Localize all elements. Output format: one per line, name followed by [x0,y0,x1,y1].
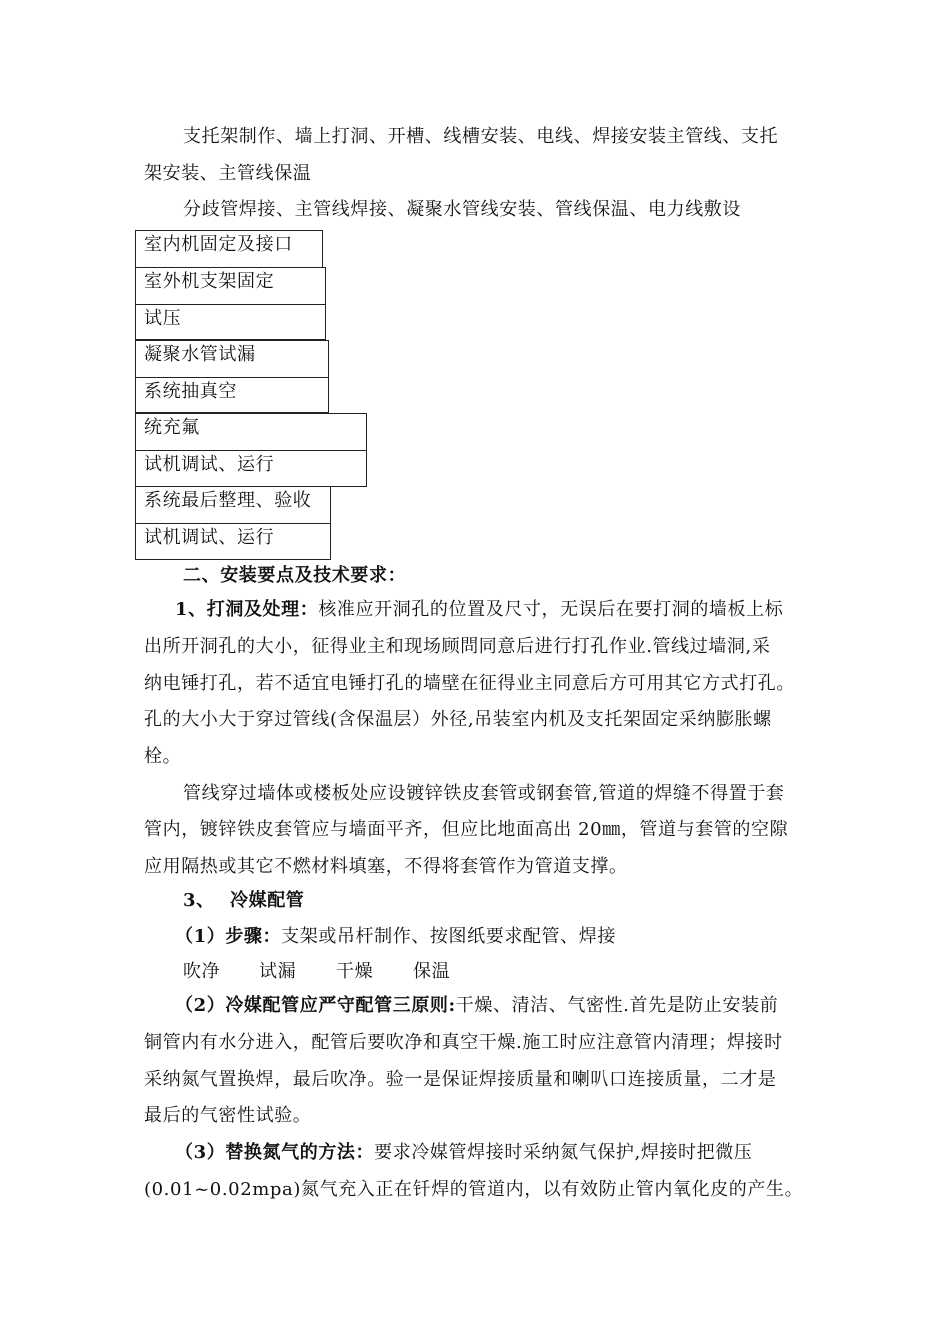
section-heading: 二、安装要点及技术要求： [183,565,407,586]
item1-line-5: 栓。 [144,746,182,767]
item1-line-4: 孔的大小大于穿过管线(含保温层）外径,吊装室内机及支托架固定采纳膨胀螺 [144,709,772,730]
flow-box-label: 系统最后整理、验收 [144,490,312,511]
intro-line-3: 分歧管焊接、主管线焊接、凝聚水管线安装、管线保温、电力线敷设 [183,199,741,220]
flow-box-label: 室内机固定及接口 [144,234,293,255]
sub1-line: （1）步骤：支架或吊杆制作、按图纸要求配管、焊接 [175,926,616,947]
flow-box-label: 统充氟 [144,417,200,438]
item3-number: 3、 [183,890,215,911]
flow-box-label: 凝聚水管试漏 [144,344,256,365]
sub2-line-2: 铜管内有水分进入，配管后要吹净和真空干燥.施工时应注意管内清理；焊接时 [144,1032,783,1053]
sub1-label: （1）步骤： [175,926,282,947]
flow-box-label: 试机调试、运行 [144,527,275,548]
flow-box-label: 系统抽真空 [144,381,237,402]
sub2-line-1: （2）冷媒配管应严守配管三原则:干燥、清洁、气密性.首先是防止安装前 [175,995,779,1016]
intro-line-1: 支托架制作、墙上打洞、开槽、线槽安装、电线、焊接安装主管线、支托 [183,126,779,147]
step-item: 干燥 [336,961,374,982]
para2-line-1: 管线穿过墙体或楼板处应设镀锌铁皮套管或钢套管,管道的焊缝不得置于套 [183,783,785,804]
step-item: 试漏 [259,961,297,982]
para2-line-2: 管内，镀锌铁皮套管应与墙面平齐，但应比地面高出 20㎜，管道与套管的空隙 [144,819,789,840]
item3-title: 冷媒配管 [230,890,305,911]
item1-line-1: 1、打洞及处理：核准应开洞孔的位置及尺寸，无误后在要打洞的墙板上标 [175,599,784,620]
sub2-line-4: 最后的气密性试验。 [144,1105,312,1126]
step-item: 保温 [413,961,451,982]
item1-label: 1、打洞及处理： [175,599,319,620]
para2-line-3: 应用隔热或其它不燃材料填塞，不得将套管作为管道支撑。 [144,856,628,877]
flow-box-label: 室外机支架固定 [144,271,275,292]
sub3-line-2: (0.01~0.02mpa)氮气充入正在钎焊的管道内，以有效防止管内氧化皮的产生。 [144,1179,804,1200]
sub3-line-1: （3）替换氮气的方法：要求冷媒管焊接时采纳氮气保护,焊接时把微压 [175,1142,753,1163]
item1-line-3: 纳电锤打孔，若不适宜电锤打孔的墙壁在征得业主同意后方可用其它方式打孔。 [144,673,795,694]
intro-line-2: 架安装、主管线保温 [144,163,312,184]
sub2-line-3: 采纳氮气置换焊，最后吹净。验一是保证焊接质量和喇叭口连接质量，二才是 [144,1069,777,1090]
flow-box-label: 试压 [144,308,182,329]
sub3-label: （3）替换氮气的方法： [175,1142,375,1163]
step-item: 吹净 [183,961,221,982]
flow-box-label: 试机调试、运行 [144,454,275,475]
item1-line-2: 出所开洞孔的大小，征得业主和现场顾問同意后进行打孔作业.管线过墙洞,采 [144,636,771,657]
sub2-label: （2）冷媒配管应严守配管三原则: [175,995,456,1016]
